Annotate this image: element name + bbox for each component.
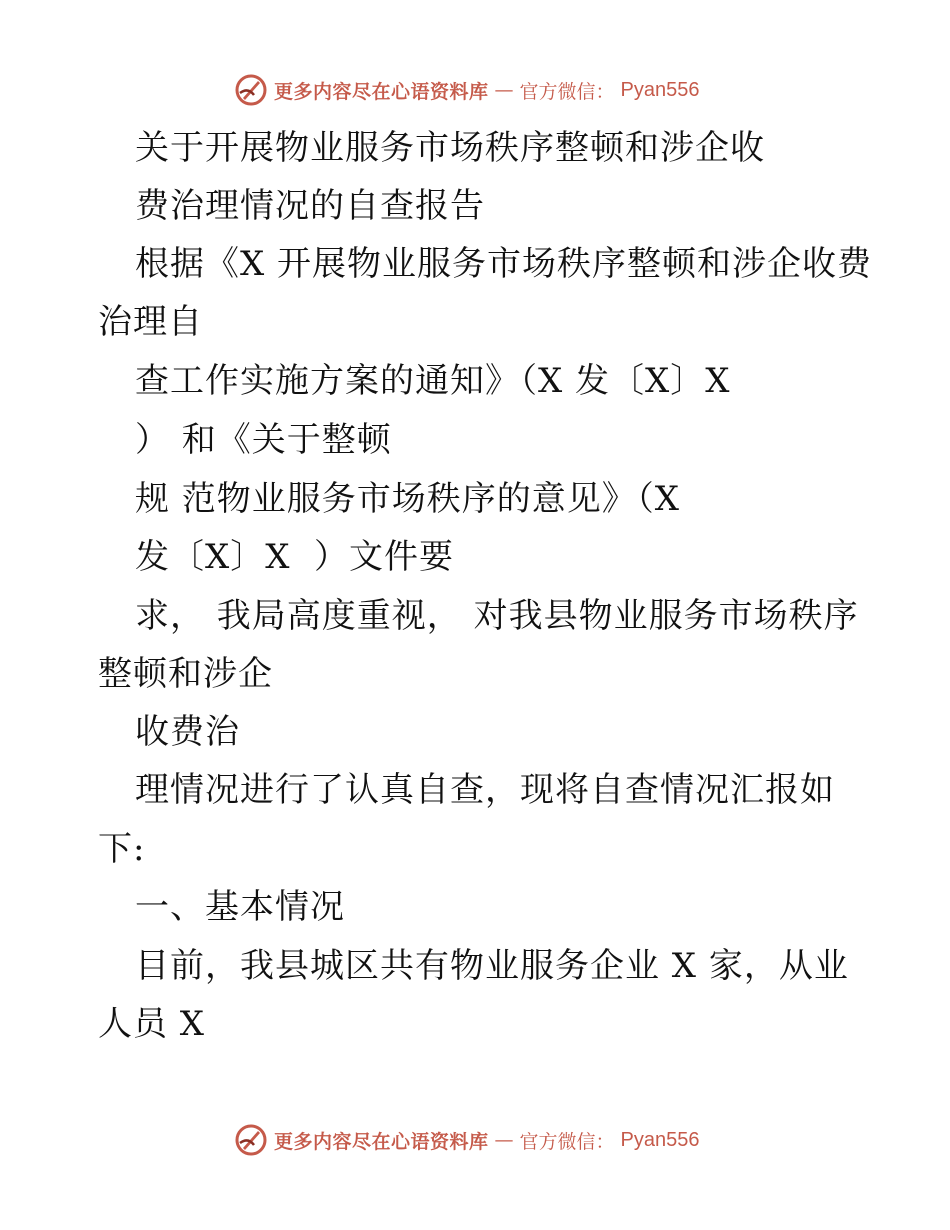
watermark-wechat-id: Pyan556 [620, 1128, 700, 1151]
text-line: 规 范物业服务市场秩序的意见》（X [135, 479, 681, 519]
text-line: 整顿和涉企 [98, 654, 273, 694]
title-line-1: 关于开展物业服务市场秩序整顿和涉企收 [135, 128, 765, 168]
text-line: 理情况进行了认真自查，现将自查情况汇报如 [135, 770, 835, 810]
watermark-wechat-id: Pyan556 [620, 78, 700, 101]
watermark-wechat-label: 官方微信： [519, 1130, 615, 1153]
text-line: 收费治 [135, 712, 240, 752]
text-line: 下: [98, 829, 146, 869]
text-line: 目前，我县城区共有物业服务企业 X 家，从业 [135, 946, 849, 986]
text-line: 查工作实施方案的通知》（X 发〔X〕X [135, 361, 731, 401]
quill-logo-icon [234, 73, 268, 107]
text-line: 治理自 [98, 302, 203, 342]
section-heading: 一、基本情况 [135, 887, 345, 927]
footer-watermark [234, 1122, 700, 1158]
text-line: 求， 我局高度重视， 对我县物业服务市场秩序 [135, 596, 859, 636]
watermark-main-text: 更多内容尽在心语资料库 [274, 80, 489, 103]
text-line: 根据《X 开展物业服务市场秩序整顿和涉企收费 [135, 244, 873, 284]
watermark-dash: — [494, 1129, 514, 1151]
text-line: 发〔X〕X ）文件要 [135, 537, 455, 577]
quill-logo-icon [234, 1123, 268, 1157]
watermark-main-text: 更多内容尽在心语资料库 [274, 1130, 489, 1153]
title-line-2: 费治理情况的自查报告 [135, 186, 485, 226]
header-watermark [234, 72, 700, 108]
watermark-dash: — [494, 79, 514, 101]
text-line: ） 和《关于整顿 [135, 420, 392, 460]
watermark-wechat-label: 官方微信： [519, 80, 615, 103]
text-line: 人员 X [98, 1004, 206, 1044]
